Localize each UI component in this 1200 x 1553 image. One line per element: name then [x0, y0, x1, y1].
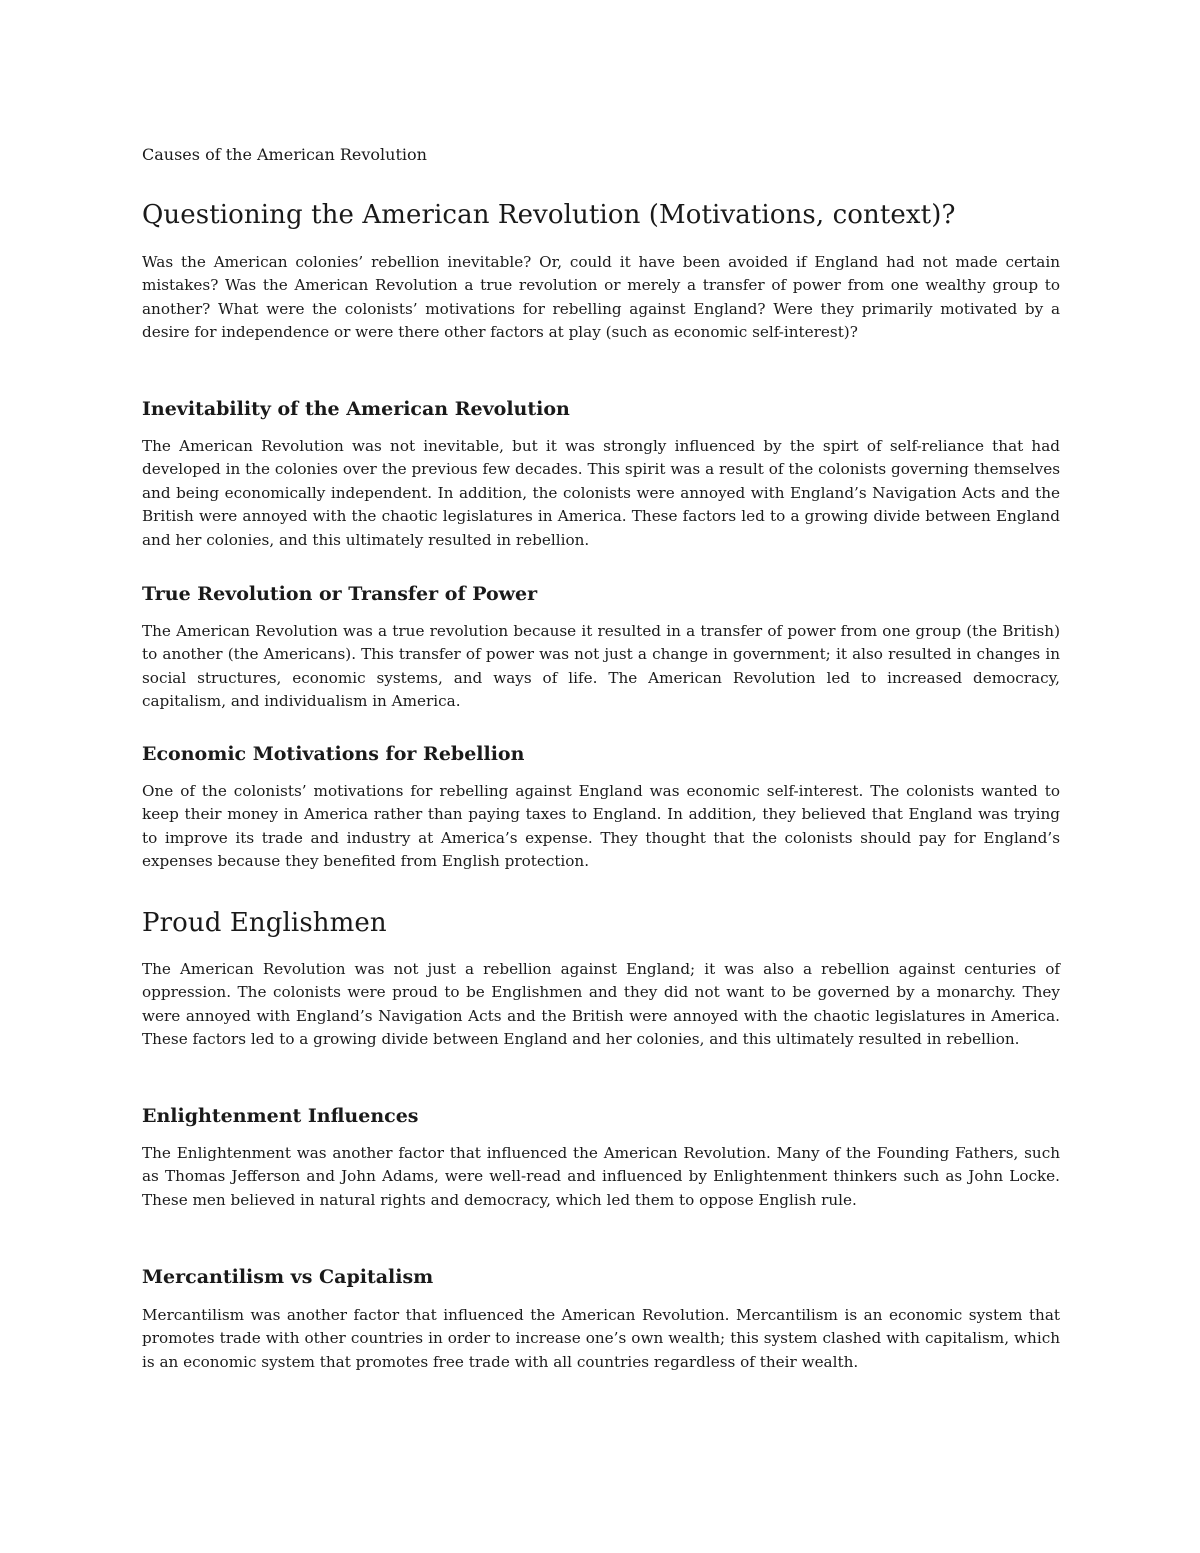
section-heading-true-revolution: True Revolution or Transfer of Power	[142, 583, 538, 605]
section-body-questioning: Was the American colonies’ rebellion inevitable? Or, could it have been avoided if England had not made certain mistakes? Was the American Revolution a true revolution or merely a transfer of power from one wealthy group to another? What were the colonists’ motivations for rebelling against England? Were they primarily motivated by a desire for independence or were there other factors at play (such as economic self-interest)?	[142, 253, 1060, 342]
section-body-economic-motivations: One of the colonists’ motivations for rebelling against England was economic self-interest. The colonists wanted to keep their money in America rather than paying taxes to England. In addition, they believed that England was trying to improve its trade and industry at America’s expense. They thought that the colonists should pay for England’s expenses because they benefited from English protection.	[142, 782, 1060, 871]
section-heading-inevitability: Inevitability of the American Revolution	[142, 398, 570, 420]
section-heading-economic-motivations: Economic Motivations for Rebellion	[142, 743, 525, 765]
document-label: Causes of the American Revolution	[142, 145, 427, 164]
section-body-mercantilism: Mercantilism was another factor that influenced the American Revolution. Mercantilism is an economic system that promotes trade with other countries in order to increase one’s own wealth; this system clashed with capitalism, which is an economic system that promotes free trade with all countries regardless of their wealth.	[142, 1306, 1060, 1371]
section-body-proud-englishmen: The American Revolution was not just a rebellion against England; it was also a rebellion against centuries of oppression. The colonists were proud to be Englishmen and they did not want to be governed by a monarchy. They were annoyed with England’s Navigation Acts and the British were annoyed with the chaotic legislatures in America. These factors led to a growing divide between England and her colonies, and this ultimately resulted in rebellion.	[142, 960, 1060, 1049]
section-heading-questioning: Questioning the American Revolution (Motivations, context)?	[142, 200, 956, 230]
section-body-enlightenment: The Enlightenment was another factor that influenced the American Revolution. Many of the Founding Fathers, such as Thomas Jefferson and John Adams, were well-read and influenced by Enlightenment thinkers such as John Locke. These men believed in natural rights and democracy, which led them to oppose English rule.	[142, 1144, 1060, 1209]
section-heading-proud-englishmen: Proud Englishmen	[142, 908, 387, 938]
section-body-inevitability: The American Revolution was not inevitable, but it was strongly influenced by the spirt of self-reliance that had developed in the colonies over the previous few decades. This spirit was a result of the colonists governing themselves and being economically independent. In addition, the colonists were annoyed with England’s Navigation Acts and the British were annoyed with the chaotic legislatures in America. These factors led to a growing divide between England and her colonies, and this ultimately resulted in rebellion.	[142, 437, 1060, 549]
section-heading-mercantilism: Mercantilism vs Capitalism	[142, 1266, 434, 1288]
section-body-true-revolution: The American Revolution was a true revolution because it resulted in a transfer of power from one group (the British) to another (the Americans). This transfer of power was not just a change in government; it also resulted in changes in social structures, economic systems, and ways of life. The American Revolution led to increased democracy, capitalism, and individualism in America.	[142, 622, 1060, 711]
section-heading-enlightenment: Enlightenment Influences	[142, 1105, 419, 1127]
